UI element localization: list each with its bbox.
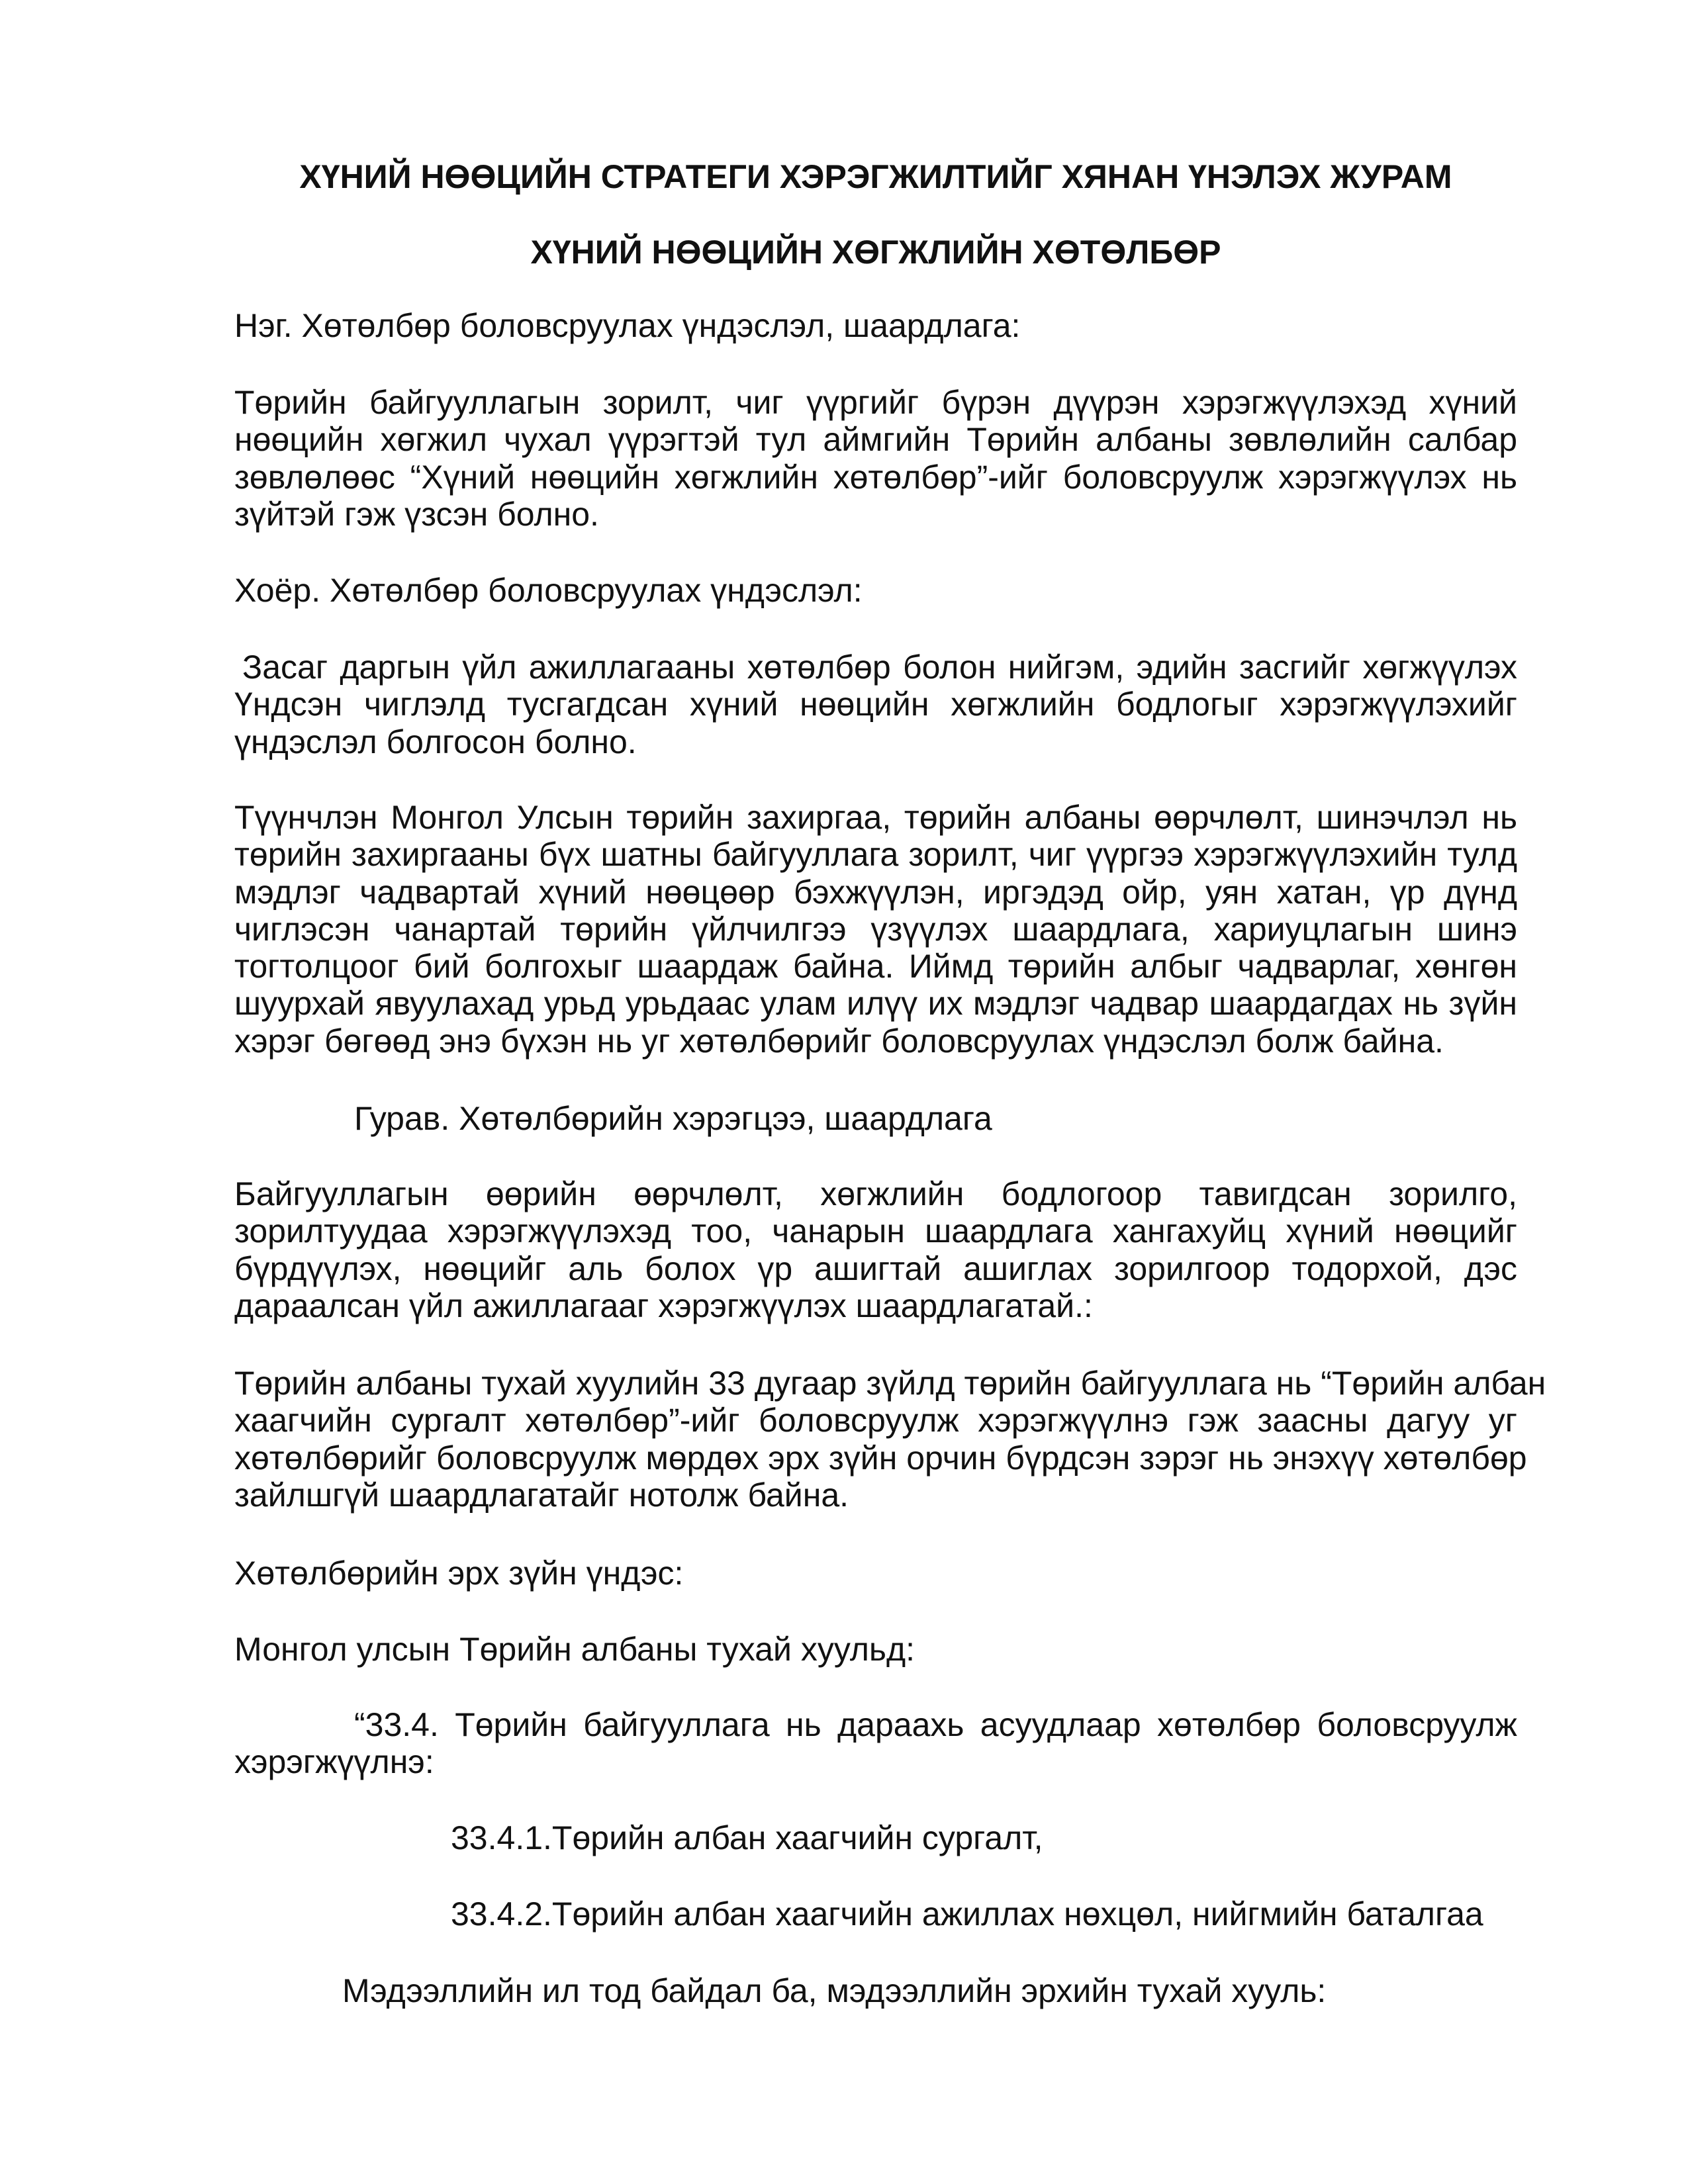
paragraph-line: Үндсэн чиглэлд тусгагдсан хүний нөөцийн хөгжлийн бодлогыг хэрэгжүүлэхийг	[234, 686, 1517, 723]
paragraph-line: төрийн захиргааны бүх шатны байгууллага зорилт, чиг үүргээ хэрэгжүүлэхийн тулд	[234, 836, 1517, 874]
info-law-reference: Мэдээллийн ил тод байдал ба, мэдээллийн эрхийн тухай хууль:	[342, 1972, 1327, 2009]
legal-basis-heading-block	[234, 1555, 1517, 1592]
paragraph-line: нөөцийн хөгжил чухал үүрэгтэй тул аймгийн Төрийн албаны зөвлөлийн салбар	[234, 421, 1517, 459]
document-subtitle: ХҮНИЙ НӨӨЦИЙН ХӨГЖЛИЙН ХӨТӨЛБӨР	[530, 234, 1221, 271]
section1-heading: Нэг. Хөтөлбөр боловсруулах үндэслэл, шаардлага:	[234, 307, 1021, 344]
section2-heading-block	[234, 572, 1517, 609]
paragraph-5	[234, 1365, 1546, 1514]
paragraph-line: зүйтэй гэж үзсэн болно.	[234, 495, 599, 533]
paragraph-line: Төрийн албаны тухай хуулийн 33 дугаар зүйлд төрийн байгууллага нь “Төрийн албан	[234, 1365, 1546, 1402]
section1-heading-block	[234, 307, 1517, 344]
quote-line: “33.4. Төрийн байгууллага нь дараахь асуудлаар хөтөлбөр боловсруулж	[354, 1706, 1517, 1743]
paragraph-4	[234, 1175, 1517, 1324]
law-item-33-4-1	[451, 1819, 1043, 1856]
paragraph-line: зайлшгүй шаардлагатайг нотолж байна.	[234, 1476, 849, 1514]
legal-basis-heading: Хөтөлбөрийн эрх зүйн үндэс:	[234, 1555, 684, 1592]
paragraph-line: дараалсан үйл ажиллагааг хэрэгжүүлэх шаардлагатай.:	[234, 1287, 1093, 1324]
law-item-text: 33.4.1.Төрийн албан хаагчийн сургалт,	[451, 1819, 1043, 1856]
paragraph-1	[234, 384, 1517, 533]
paragraph-3	[234, 799, 1517, 1060]
paragraph-line: бүрдүүлэх, нөөцийг аль болох үр ашигтай ашиглах зорилгоор тодорхой, дэс	[234, 1250, 1517, 1287]
paragraph-line: чиглэсэн чанартай төрийн үйлчилгээ үзүүлэх шаардлага, хариуцлагын шинэ	[234, 910, 1517, 948]
paragraph-line: хөтөлбөрийг боловсруулж мөрдөх эрх зүйн орчин бүрдсэн зэрэг нь энэхүү хөтөлбөр	[234, 1439, 1527, 1477]
law-item-33-4-2	[451, 1895, 1483, 1933]
paragraph-line: тогтолцоог бий болгохыг шаардаж байна. Иймд төрийн албыг чадварлаг, хөнгөн	[234, 948, 1517, 985]
paragraph-line: мэдлэг чадвартай хүний нөөцөөр бэхжүүлэн, иргэдэд ойр, уян хатан, үр дүнд	[234, 873, 1517, 911]
law-reference-block	[234, 1631, 1517, 1668]
paragraph-line: Түүнчлэн Монгол Улсын төрийн захиргаа, төрийн албаны өөрчлөлт, шинэчлэл нь	[234, 799, 1517, 836]
paragraph-2	[234, 649, 1517, 760]
paragraph-line: зөвлөлөөс “Хүний нөөцийн хөгжлийн хөтөлбөр”-ийг боловсруулж хэрэгжүүлэх нь	[234, 458, 1517, 496]
paragraph-line: хаагчийн сургалт хөтөлбөр”-ийг боловсруулж хэрэгжүүлнэ гэж заасны дагуу уг	[234, 1402, 1517, 1439]
quote-line: хэрэгжүүлнэ:	[234, 1743, 434, 1781]
section3-heading-block	[354, 1100, 992, 1137]
paragraph-line: Засаг даргын үйл ажиллагааны хөтөлбөр болон нийгэм, эдийн засгийг хөгжүүлэх	[242, 649, 1517, 686]
paragraph-line: Төрийн байгууллагын зорилт, чиг үүргийг бүрэн дүүрэн хэрэгжүүлэхэд хүний	[234, 384, 1517, 421]
section2-heading: Хоёр. Хөтөлбөр боловсруулах үндэслэл:	[234, 572, 863, 609]
paragraph-line: зорилтуудаа хэрэгжүүлэхэд тоо, чанарын шаардлага хангахуйц хүний нөөцийг	[234, 1212, 1517, 1250]
paragraph-line: үндэслэл болгосон болно.	[234, 723, 637, 760]
paragraph-line: хэрэг бөгөөд энэ бүхэн нь уг хөтөлбөрийг боловсруулах үндэслэл болж байна.	[234, 1022, 1444, 1060]
section3-heading: Гурав. Хөтөлбөрийн хэрэгцээ, шаардлага	[354, 1100, 992, 1137]
paragraph-line: шуурхай явуулахад урьд урьдаас улам илүү их мэдлэг чадвар шаардагдах нь зүйн	[234, 985, 1517, 1023]
title-block	[234, 158, 1517, 195]
law-reference: Монгол улсын Төрийн албаны тухай хуульд:	[234, 1631, 915, 1668]
law-item-text: 33.4.2.Төрийн албан хаагчийн ажиллах нөхцөл, нийгмийн баталгаа	[451, 1895, 1483, 1933]
info-law-reference-block	[342, 1972, 1326, 2009]
subtitle-block	[234, 234, 1517, 271]
paragraph-line: Байгууллагын өөрийн өөрчлөлт, хөгжлийн бодлогоор тавигдсан зорилго,	[234, 1175, 1517, 1212]
law-quote	[234, 1706, 1517, 1781]
document-title: ХҮНИЙ НӨӨЦИЙН СТРАТЕГИ ХЭРЭГЖИЛТИЙГ ХЯНАН ҮНЭЛЭХ ЖУРАМ	[299, 158, 1452, 195]
